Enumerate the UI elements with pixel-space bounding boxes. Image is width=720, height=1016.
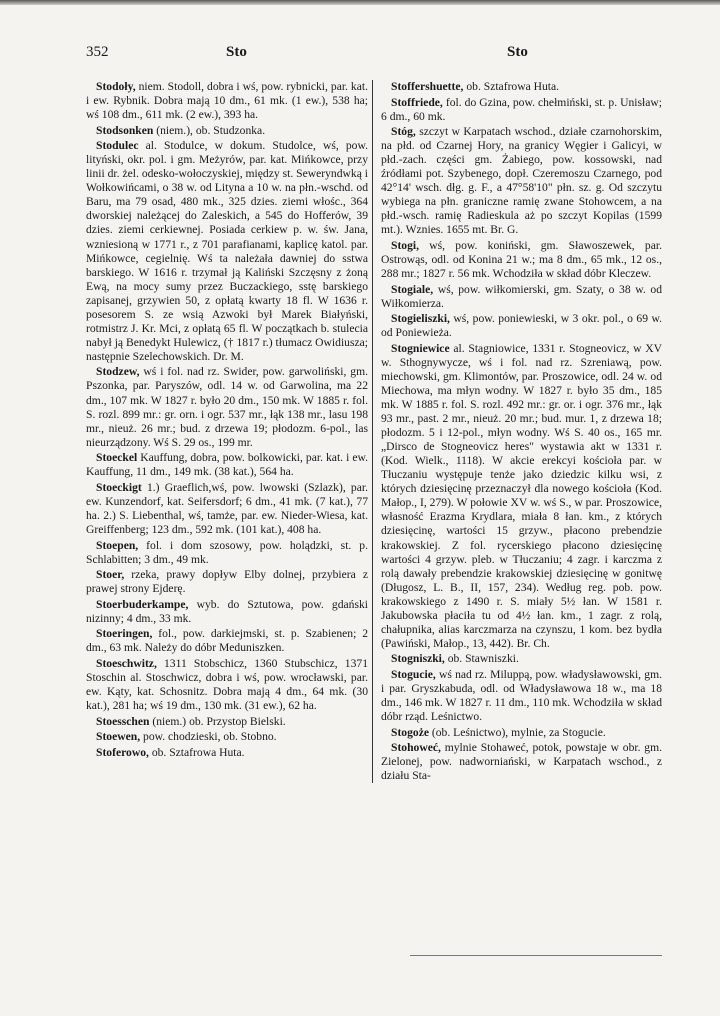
entry-text: al. Stagniowice, 1331 r. Stogneovicz, w XV w. Sthognywycze, wś i fol. nad rz. Szreniawą, pow. miechowski, gm. Klimontów, par. Proszowice, odl. 24 w. od Miechowa, ma młyn wodny. W 1827 r. było 35 dm., 185 mk. W 1885 r. fol. S. rozl. 492 mr.: gr. or. i ogr. 376 mr., łąk 93 mr., past. 2 mr., nieuż. 20 mr.; bud. mur. 1, z drzewa 18; płodozm. 5 i 12-pol., młyn wodny. Wś S. 40 os., 165 mr. „Dirsco de Stogneovicz heres" wystawia akt w 1331 r. (Kod. Wielk., 1118). W akcie erekcyi kościoła par. w Tłuczaniu występuje tenże jako dziedzic kilku wsi, z których dziesięcinę przeznaczył dla nowego kościoła (Kod. Małop., I, 279). W połowie XV w. wś S., w par. Proszowice, własność Erazma Krydlara, miała 8 łan. km., z których dziesięcinę, wartości 15 grzyw., płacono prebendzie krakowskiej. Z fol. rycerskiego płacono dziesięcinę wartości 4 grzyw. pleb. w Tłuczaniu; 4 zagr. i karczma z rolą dawały prebendzie krakowskiej dziesięcinę w gonitwę (Długosz, L. B., II, 157, 234). Według reg. pob. pow. krakowskiego z 1490 r. S. miały 5½ łan. W 1581 r. Jakubowska płaciła tu od 4½ łan. km., 1 zagr. z rolą, chałupnika, alias karczmarza na czynszu, 1 kom. bez bydła (Pawiński, Małop., 13, 442). Br. Ch. (381, 341, 662, 650)
entry-text: (niem.) ob. Przystop Bielski. (149, 714, 286, 728)
entry-headword: Stodzew, (96, 365, 140, 379)
dictionary-entry (86, 124, 368, 138)
entry-text: ob. Stawniszki. (444, 652, 519, 666)
entry-headword: Stoewen, (96, 730, 141, 744)
dictionary-entry (381, 312, 662, 340)
dictionary-entry (86, 657, 368, 713)
entry-text: fol. i dom szosowy, pow. holądzki, st. p. Schlabitten; 3 dm., 49 mk. (86, 538, 368, 566)
entry-text: wś nad rz. Miluppą, pow. władysławowski, gm. i par. Gryszkabuda, odl. od Władysławowa 18 w., ma 18 dm., 146 mk. W 1827 r. 11 dm., 110 mk. Wchodziła w skład dóbr rząd. Leśnictwo. (381, 667, 662, 724)
entry-text: fol., pow. darkiejmski, st. p. Szabienen; 2 dm., 63 mk. Należy do dóbr Meduniszken. (86, 627, 368, 655)
entry-headword: Stogieliszki, (391, 312, 450, 326)
entry-text: (niem.), ob. Studzonka. (153, 123, 266, 137)
entry-headword: Stoeckigt (96, 480, 142, 494)
entry-headword: Stogiale, (391, 282, 434, 296)
dictionary-entry (86, 365, 368, 449)
entry-headword: Stoffriede, (391, 95, 443, 109)
entry-text: fol. do Gzina, pow. chełmiński, st. p. Unisław; 6 dm., 60 mk. (381, 95, 662, 123)
entry-headword: Stoeschwitz, (96, 656, 157, 670)
dictionary-entry (86, 715, 368, 729)
entry-headword: Stodulec (96, 139, 139, 153)
dictionary-entry (86, 627, 368, 655)
dictionary-entry (381, 125, 662, 237)
entry-text: ob. Sztafrowa Huta. (148, 745, 245, 759)
text-columns (86, 80, 662, 783)
entry-headword: Stogi, (391, 239, 420, 253)
dictionary-entry (381, 741, 662, 783)
dictionary-entry (381, 342, 662, 651)
entry-headword: Stóg, (391, 125, 416, 139)
entry-text: (ob. Leśnictwo), mylnie, za Stogucie. (429, 725, 606, 739)
entry-text: pow. chodzieski, ob. Stobno. (140, 730, 277, 744)
dictionary-entry (381, 239, 662, 281)
left-column (86, 80, 368, 783)
dictionary-entry (86, 481, 368, 537)
running-head-left: Sto (226, 44, 247, 60)
entry-text: niem. Stodoll, dobra i wś, pow. rybnicki, par. kat. i ew. Rybnik. Dobra mają 10 dm., 61 mk. (1 ew.), 538 ha; wś 108 dm., 611 mk. (2 ew.), 393 ha. (86, 80, 368, 122)
entry-text: mylnie Stohaweć, potok, powstaje w obr. gm. Zielonej, pow. nadworniański, w Karpatach wschod., z działu Sta- (381, 741, 662, 783)
entry-text: wyb. do Sztutowa, pow. gdański nizinny; 4 dm., 33 mk. (86, 597, 368, 625)
dictionary-entry (381, 96, 662, 124)
dictionary-entry (86, 746, 368, 760)
page-header (86, 44, 662, 64)
entry-headword: Stoferowo, (96, 745, 149, 759)
dictionary-entry (86, 730, 368, 744)
entry-headword: Stoesschen (96, 714, 150, 728)
entry-text: rzeka, prawy dopływ Elby dolnej, przybiera z prawej strony Ejderę. (86, 568, 368, 596)
entry-headword: Stogucie, (391, 667, 436, 681)
dictionary-entry (381, 80, 662, 94)
entry-text: 1.) Graeflich,wś, pow. lwowski (Szlazk), par. ew. Kunzendorf, kat. Seifersdorf; 6 dm., 41 mk. (7 kat.), 77 ha. 2.) S. Liebenthal, wś, tamże, par. ew. Nieder-Wiesa, kat. Greiffenberg; 123 dm., 592 mk. (101 kat.), 408 ha. (86, 480, 368, 536)
entry-text: wś i fol. nad rz. Swider, pow. garwoliński, gm. Pszonka, par. Paryszów, odl. 14 w. od Garwolina, ma 22 dm., 107 mk. W 1827 r. było 20 dm., 150 mk. W 1885 r. fol. S. rozl. 899 mr.: gr. orn. i ogr. 537 mr., łąk 138 mr., lasu 198 mr., nieuż. 26 mr.; bud. z drzewa 19; płodozm. 6-pol., las nieurządzony. Wś S. 29 os., 199 mr. (86, 365, 368, 449)
right-column (372, 80, 662, 783)
page-number: 352 (86, 44, 109, 60)
running-head-right: Sto (507, 44, 528, 60)
scan-top-edge (0, 0, 720, 5)
entry-text: szczyt w Karpatach wschod., działe czarnohorskim, na płd. od Czarnej Hory, na granicy Węgier i Galicyi, w płd.-zach. części gm. Żabiego, pow. kossowski, nad źródłami pot. Szybenego, dopł. Czeremoszu Czarnego, pod 42°14' wsch. dłg. g. F., a 47°58'10" płn. sz. g. Od szczytu wybiega na płn. graniczne ramię zwane Stohowcem, a na płd.-wsch. ramię Radieskula aż po szczyt Kopilas (1599 mt.). Wznies. 1655 mt. Br. G. (381, 125, 662, 237)
entry-headword: Stoepen, (96, 538, 139, 552)
entry-text: Kauffung, dobra, pow. bolkowicki, par. kat. i ew. Kauffung, 11 dm., 149 mk. (38 kat.), 564 ha. (86, 451, 368, 479)
dictionary-entry (381, 283, 662, 311)
dictionary-entry (381, 726, 662, 740)
entry-headword: Stogniszki, (391, 652, 445, 666)
entry-headword: Stoeringen, (96, 627, 153, 641)
entry-headword: Stogniewice (391, 341, 450, 355)
entry-text: al. Stodulce, w dokum. Studolce, wś, pow. lityński, okr. pol. i gm. Meżyrów, par. kat. Mińkowce, przy linii dr. żel. odesko-wołoczyskiej, między st. Seweryndwką i Wołkowińcami, o 38 w. od Lityna a 10 w. na płn.-wschd. od Baru, ma 79 osad, 480 mk., 325 dzies. ziemi włośc., 364 dworskiej należącej do Zaleskich, a 545 do Hofferów, 39 dzies. ziemi cerkiewnej. Posiada cerkiew p. w. św. Jana, wzniesioną w 1771 r., z 701 parafianami, kaplicę katol. par. Mińkowce, cegielnię. Wś ta należała dawniej do sstwa barskiego. W 1616 r. trzymał ją Kaliński Szczęsny z żoną Ewą, na mocy sumy przez Buczackiego, sstę barskiego zapisanej, grzywien 50, z opłatą kwarty 18 fl. W 1636 r. posesorem S. ze wsią Azwoki był Marek Białyński, rotmistrz J. Kr. Mci, z opłatą 65 fl. W początkach b. stulecia nabył ją Benedykt Hulewicz, († 1817 r.) tłumacz Owidiusza; następnie Szelechowskich. Dr. M. (86, 139, 368, 363)
dictionary-entry (86, 80, 368, 122)
dictionary-entry (86, 451, 368, 479)
dictionary-entry (86, 539, 368, 567)
entry-headword: Stoeckel (96, 451, 138, 465)
entry-headword: Stodoły, (96, 80, 136, 93)
entry-text: wś, pow. koniński, gm. Sławoszewek, par. Ostrowąs, odl. od Konina 21 w.; ma 8 dm., 65 mk., 12 os., 288 mr.; 1827 r. 56 mk. Wchodziła w skład dóbr Kleczew. (381, 239, 662, 281)
entry-headword: Stodsonken (96, 123, 154, 137)
entry-text: 1311 Stobschicz, 1360 Stubschicz, 1371 Stoschin al. Stoschwicz, dobra i wś, pow. wrocławski, par. ew. Kąty, kat. Schosnitz. Dobra mają 4 dm., 64 mk. (30 kat.), 281 ha; wś 19 dm., 130 mk. (31 ew.), 62 ha. (86, 656, 368, 713)
entry-text: ob. Sztafrowa Huta. (463, 80, 560, 93)
dictionary-entry (381, 652, 662, 666)
dictionary-entry (86, 598, 368, 626)
dictionary-entry (86, 139, 368, 364)
bottom-rule (410, 955, 662, 956)
entry-headword: Stoffershuette, (391, 80, 464, 93)
dictionary-entry (381, 668, 662, 724)
entry-headword: Stoerbuderkampe, (96, 597, 189, 611)
entry-headword: Stogoże (391, 725, 429, 739)
entry-text: wś, pow. wiłkomierski, gm. Szaty, o 38 w. od Wiłkomierza. (381, 282, 662, 310)
entry-headword: Stoer, (96, 568, 125, 582)
entry-text: wś, pow. poniewieski, w 3 okr. pol., o 69 w. od Poniewieża. (381, 312, 662, 340)
entry-headword: Stohoweć, (391, 741, 441, 755)
dictionary-entry (86, 568, 368, 596)
